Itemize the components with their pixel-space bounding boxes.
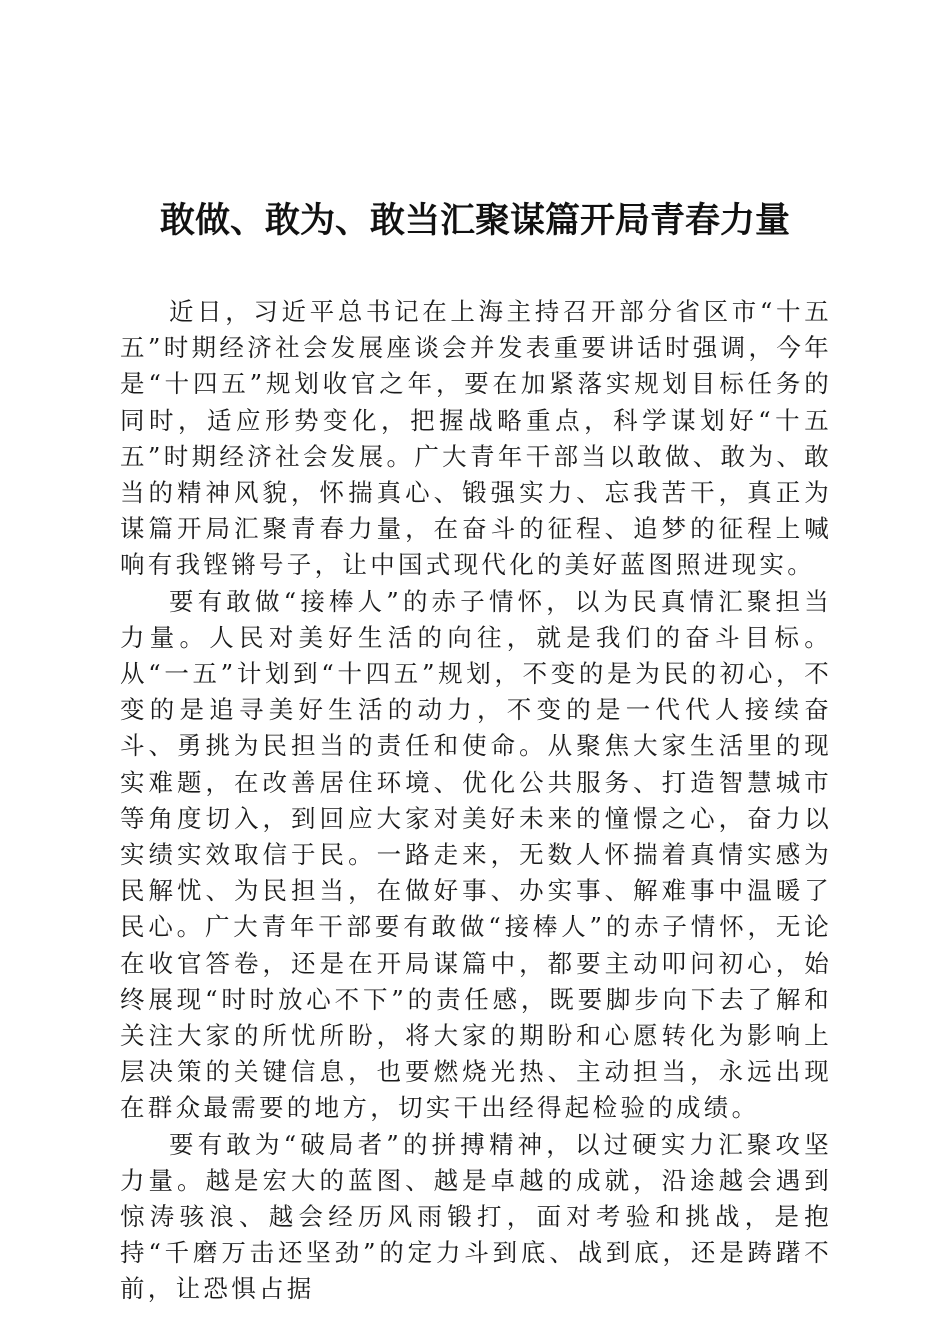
paragraph-3: 要有敢为“破局者”的拼搏精神，以过硬实力汇聚攻坚力量。越是宏大的蓝图、越是卓越的成就，沿途越会遇到惊涛骇浪、越会经历风雨锻打，面对考验和挑战，是抱持“千磨万击还坚劲”的定力斗到底、战到底，还是踌躇不前，让恐惧占据 <box>120 1129 832 1304</box>
paragraph-1: 近日，习近平总书记在上海主持召开部分省区市“十五五”时期经济社会发展座谈会并发表重要讲话时强调，今年是“十四五”规划收官之年，要在加紧落实规划目标任务的同时，适应形势变化，把握战略重点，科学谋划好“十五五”时期经济社会发展。广大青年干部当以敢做、敢为、敢当的精神风貌，怀揣真心、锻强实力、忘我苦干，真正为谋篇开局汇聚青春力量，在奋斗的征程、追梦的征程上喊响有我铿锵号子，让中国式现代化的美好蓝图照进现实。 <box>120 297 832 580</box>
paragraph-2: 要有敢做“接棒人”的赤子情怀，以为民真情汇聚担当力量。人民对美好生活的向往，就是我们的奋斗目标。从“一五”计划到“十四五”规划，不变的是为民的初心，不变的是追寻美好生活的动力，不变的是一代代人接续奋斗、勇挑为民担当的责任和使命。从聚焦大家生活里的现实难题，在改善居住环境、优化公共服务、打造智慧城市等角度切入，到回应大家对美好未来的憧憬之心，奋力以实绩实效取信于民。一路走来，无数人怀揣着真情实感为民解忧、为民担当，在做好事、办实事、解难事中温暖了民心。广大青年干部要有敢做“接棒人”的赤子情怀，无论在收官答卷，还是在开局谋篇中，都要主动叩问初心，始终展现“时时放心不下”的责任感，既要脚步向下去了解和关注大家的所忧所盼，将大家的期盼和心愿转化为影响上层决策的关键信息，也要燃烧光热、主动担当，永远出现在群众最需要的地方，切实干出经得起检验的成绩。 <box>120 586 832 1123</box>
document-title: 敢做、敢为、敢当汇聚谋篇开局青春力量 <box>159 200 790 241</box>
document-body <box>120 294 832 1308</box>
